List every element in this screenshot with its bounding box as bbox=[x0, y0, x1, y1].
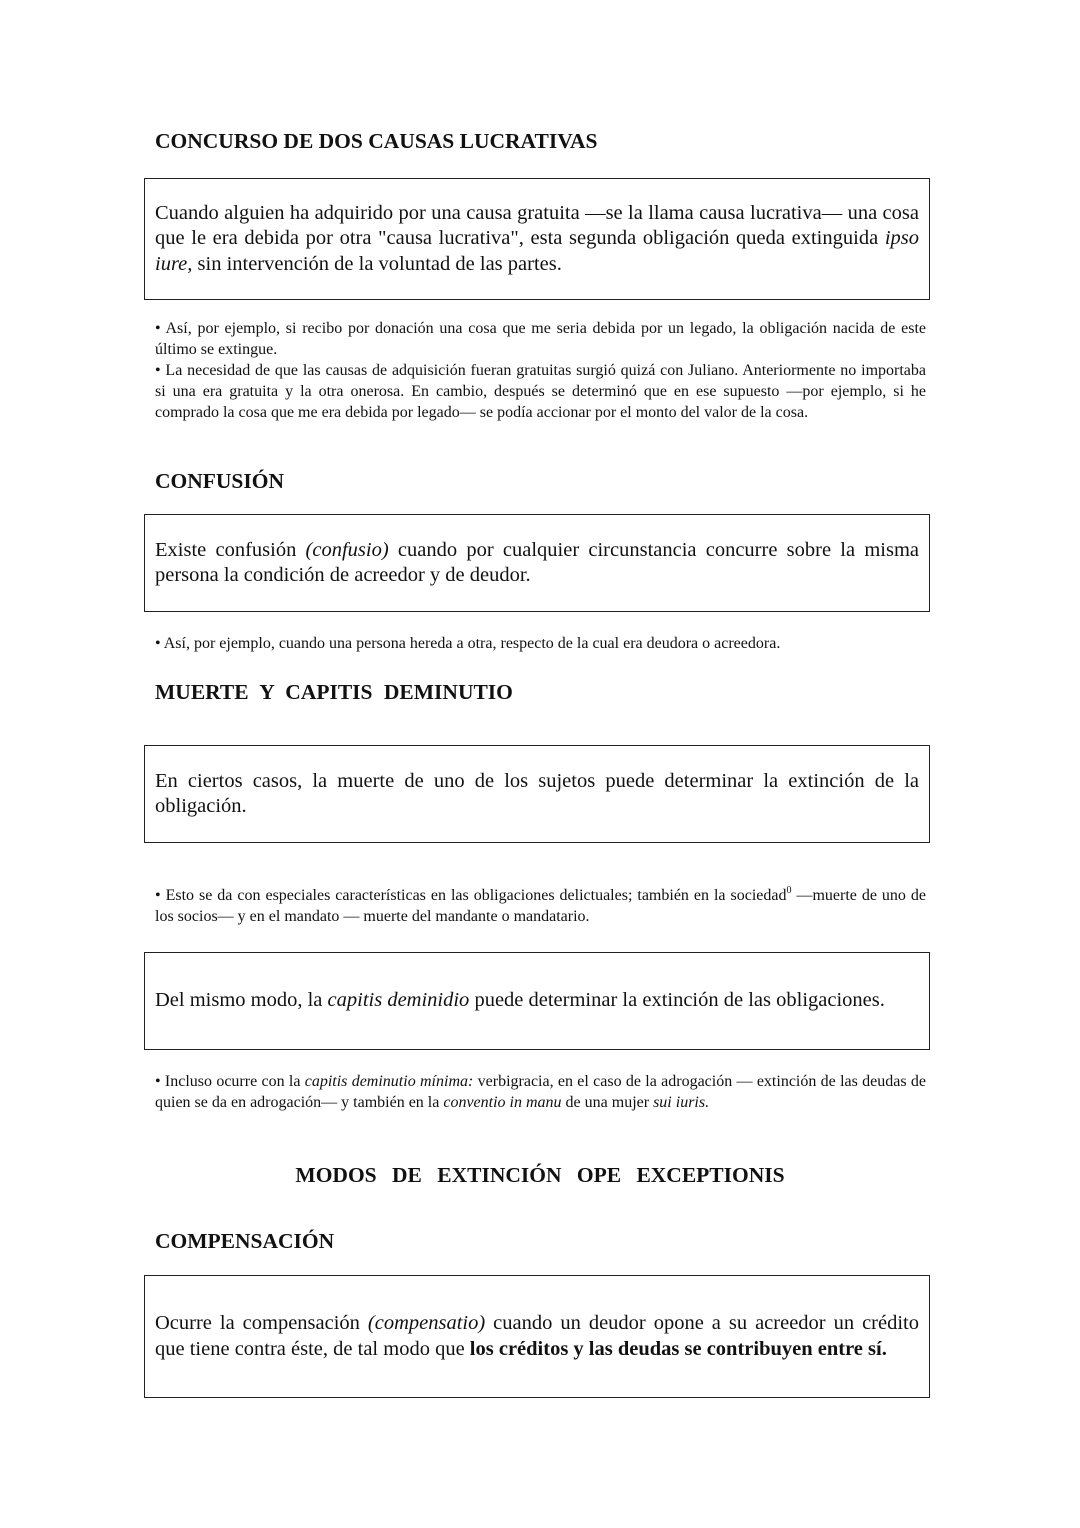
definition-text bbox=[155, 538, 919, 589]
note-bullet bbox=[155, 1071, 926, 1113]
text-run: Ocurre la compensación bbox=[155, 1312, 368, 1334]
text-run: —muerte de uno de los socios— y en el mandato — muerte del mandante o mandatario. bbox=[155, 887, 926, 925]
italic-text: ipso iure, bbox=[155, 227, 919, 275]
text-run: puede determinar la extinción de las obligaciones. bbox=[469, 989, 885, 1012]
note-bullet bbox=[155, 318, 926, 360]
definition-text bbox=[155, 769, 919, 820]
text-run: Existe confusión bbox=[155, 538, 306, 561]
note-bullet bbox=[155, 360, 926, 423]
section-title-confusion: CONFUSIÓN bbox=[155, 469, 285, 493]
text-run: Cuando alguien ha adquirido por una causa gratuita —se la llama causa lucrativa— una cosa que le era debida por otra "causa lucrativa", esta segunda obligación queda extinguida bbox=[155, 201, 919, 250]
definition-box-capitis-deminidio bbox=[144, 952, 930, 1050]
section-title-concurso-causas-lucrativas: CONCURSO DE DOS CAUSAS LUCRATIVAS bbox=[155, 129, 598, 153]
italic-text: conventio in manu bbox=[443, 1094, 562, 1111]
text-run: En ciertos casos, la muerte de uno de los sujetos puede determinar la extinción de la obligación. bbox=[155, 769, 919, 817]
text-run: • Así, por ejemplo, si recibo por donación una cosa que me seria debida por un legado, la obligación nacida de este último se extingue. bbox=[155, 320, 926, 358]
text-run: cuando por cualquier circunstancia concurre sobre la misma persona la condición de acreedor y de deudor. bbox=[155, 538, 919, 586]
definition-text bbox=[155, 201, 919, 278]
definition-box-concurso-causas-lucrativas bbox=[144, 178, 930, 300]
text-run: • Incluso ocurre con la bbox=[155, 1073, 305, 1090]
definition-text bbox=[155, 1311, 919, 1362]
notes-muerte bbox=[155, 885, 926, 927]
note-bullet bbox=[155, 633, 926, 654]
notes-capitis-deminutio bbox=[155, 1071, 926, 1113]
definition-box-compensacion bbox=[144, 1275, 930, 1398]
italic-text: capitis deminutio mínima: bbox=[304, 1073, 474, 1090]
bold-text: los créditos y las deudas se contribuyen entre sí. bbox=[469, 1337, 887, 1360]
italic-text: (compensatio) bbox=[367, 1312, 486, 1334]
note-bullet bbox=[155, 885, 926, 927]
italic-text: (confusio) bbox=[305, 538, 389, 561]
italic-text: capitis deminidio bbox=[327, 989, 470, 1012]
definition-box-confusion bbox=[144, 514, 930, 612]
notes-confusion bbox=[155, 633, 926, 654]
text-run: Del mismo modo, la bbox=[155, 989, 328, 1012]
footnote-marker: 0 bbox=[786, 885, 792, 896]
chapter-title-modos-extincion-ope-exceptionis: MODOS DE EXTINCIÓN OPE EXCEPTIONIS bbox=[295, 1163, 785, 1187]
definition-text bbox=[155, 988, 919, 1014]
text-run: verbigracia, en el caso de la adrogación — extinción de las deudas de quien se da en adrogación— y también en la bbox=[155, 1073, 926, 1111]
definition-box-muerte bbox=[144, 745, 930, 843]
text-run: sin intervención de la voluntad de las partes. bbox=[192, 252, 562, 275]
text-run: • Así, por ejemplo, cuando una persona hereda a otra, respecto de la cual era deudora o acreedora. bbox=[155, 635, 781, 652]
notes-concurso-causas-lucrativas bbox=[155, 318, 926, 423]
section-title-compensacion: COMPENSACIÓN bbox=[155, 1229, 335, 1253]
text-run: de una mujer bbox=[561, 1094, 654, 1111]
text-run: • Esto se da con especiales características en las obligaciones delictuales; también en la sociedad bbox=[155, 887, 787, 904]
text-run: • La necesidad de que las causas de adquisición fueran gratuitas surgió quizá con Juliano. Anteriormente no importaba si una era gratuita y la otra onerosa. En cambio, después se determinó que en ese supuesto —por ejemplo, si he comprado la cosa que me era debida por legado— se podía accionar por el monto del valor de la cosa. bbox=[155, 362, 926, 421]
italic-text: sui iuris. bbox=[653, 1094, 710, 1111]
section-title-muerte-capitis-deminutio: MUERTE Y CAPITIS DEMINUTIO bbox=[155, 680, 513, 704]
text-run: cuando un deudor opone a su acreedor un crédito que tiene contra éste, de tal modo que bbox=[155, 1312, 920, 1360]
